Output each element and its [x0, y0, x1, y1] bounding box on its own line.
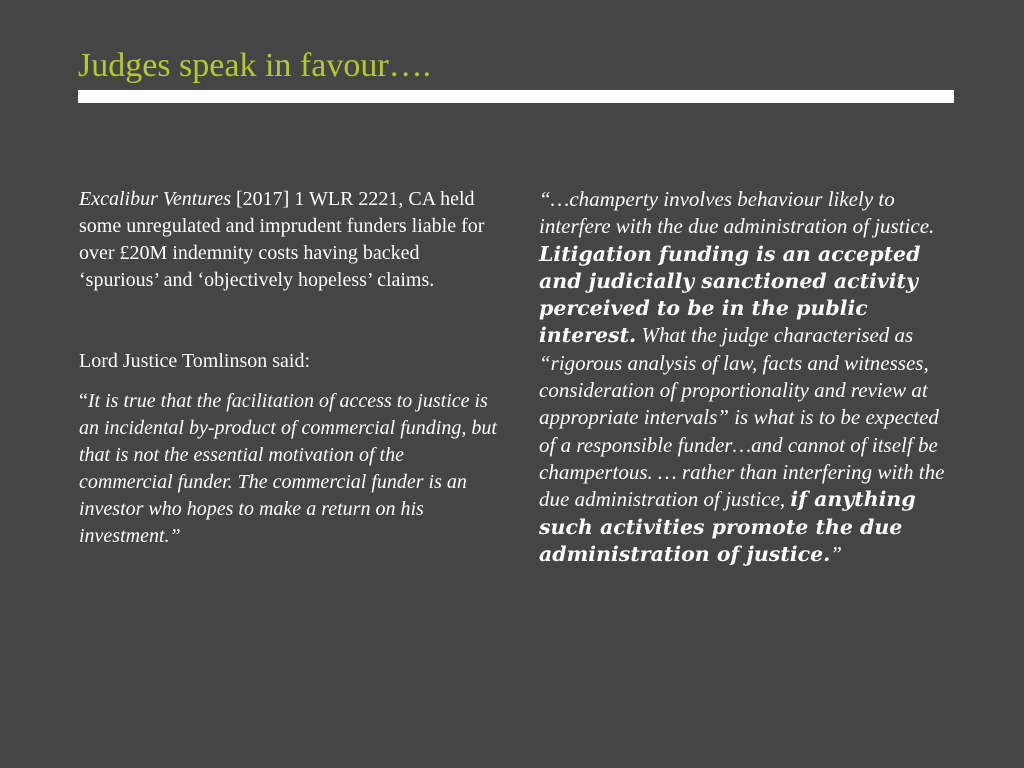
- quote-emphasis-2: if anything such activities promote the due administration of justice.: [539, 487, 916, 566]
- case-citation: [2017] 1 WLR 2221, CA held some unregulated and imprudent funders liable for over £20M indemnity costs having backed ‘spurious’ and ‘objectively hopeless’ claims.: [79, 188, 485, 291]
- left-column: [79, 186, 499, 550]
- quote-segment-1: “…champerty involves behaviour likely to interfere with the due administration of justice.: [539, 187, 935, 239]
- speaker-line: Lord Justice Tomlinson said:: [79, 350, 310, 372]
- tomlinson-quote-text: It is true that the facilitation of access to justice is an incidental by-product of commercial funding, but that is not the essential motivation of the commercial funder. The commercial funder is an investor who hopes to make a return on his investment.”: [79, 390, 497, 547]
- title-divider: [78, 90, 954, 103]
- right-column-quote: [539, 186, 959, 568]
- case-name: Excalibur Ventures: [79, 188, 232, 210]
- case-summary: [79, 186, 499, 294]
- quote-close-mark: ”: [830, 541, 842, 566]
- tomlinson-quote: [79, 388, 499, 550]
- quote-emphasis-1: Litigation funding is an accepted and judicially sanctioned activity perceived to be in the public interest.: [539, 241, 921, 348]
- quote-segment-2: What the judge characterised as “rigorous analysis of law, facts and witnesses, consideration of proportionality and review at appropriate intervals” is what is to be expected of a responsible funder…and cannot of itself be champertous. … rather than interfering with the due administration of justice,: [539, 323, 945, 512]
- quote-open-mark: “: [79, 390, 88, 412]
- slide-title: Judges speak in favour….: [78, 47, 432, 84]
